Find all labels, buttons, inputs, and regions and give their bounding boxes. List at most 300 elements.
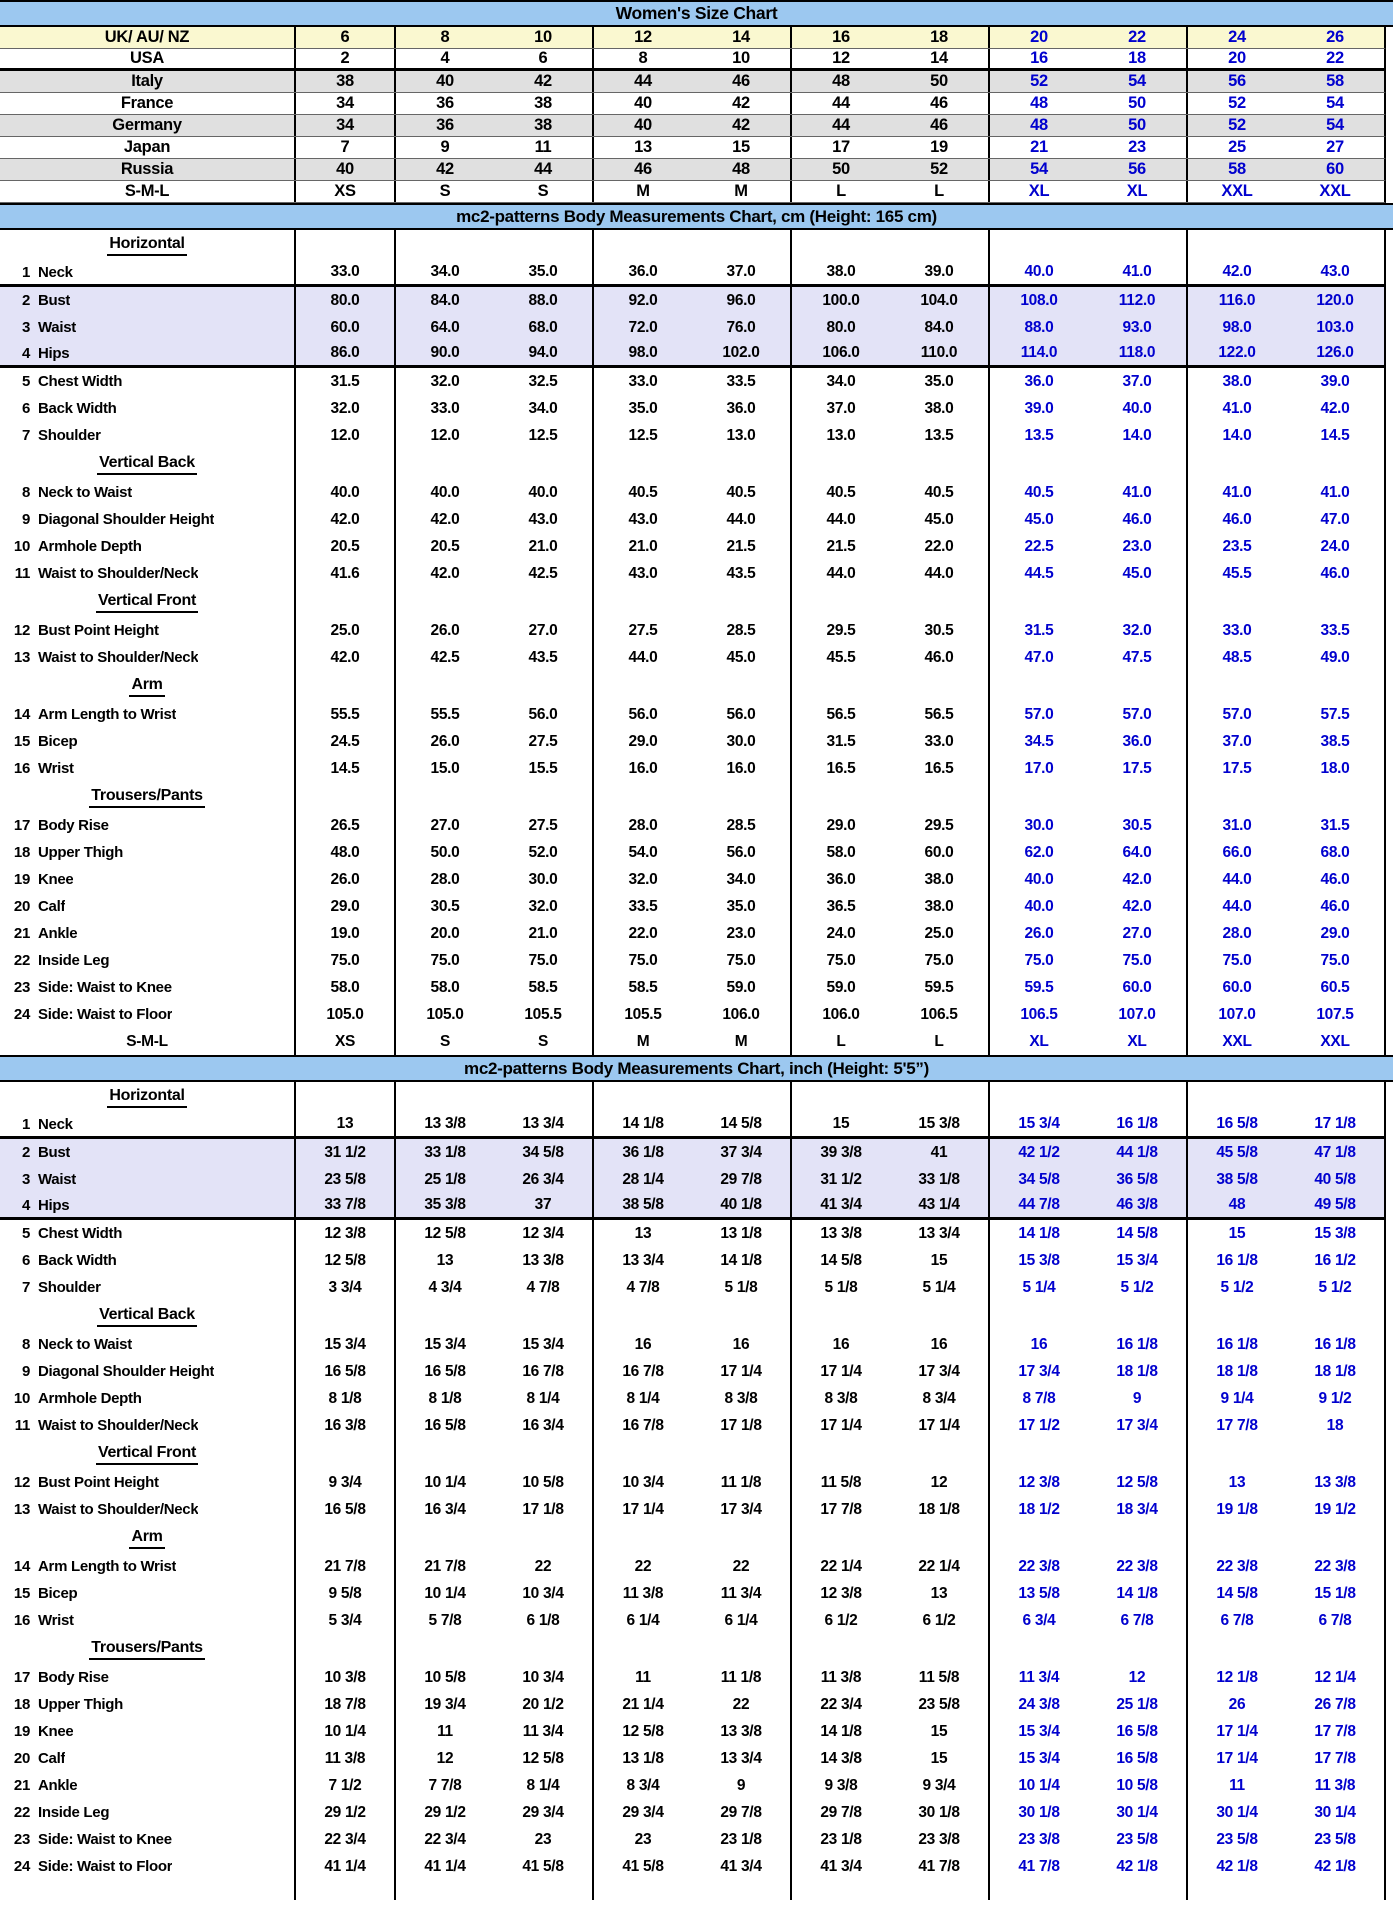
value-cell: 26 3/4 (494, 1166, 594, 1193)
empty-cell (990, 1439, 1088, 1469)
value-cell: 16 1/8 (1088, 1331, 1188, 1358)
value-cell: 60.5 (1320, 978, 1350, 996)
value-cell: 43 1/4 (890, 1193, 990, 1217)
row-label (0, 1553, 296, 1580)
value-cell: 5 3/4 (296, 1607, 396, 1634)
value-cell: 26.0 (430, 732, 460, 750)
value-cell: 33.5 (692, 368, 792, 395)
value-cell: 35.0 (890, 368, 990, 395)
measurement-row (0, 506, 1386, 533)
value-cell: 17 1/2 (1018, 1416, 1060, 1434)
row-number: 13 (13, 1501, 30, 1518)
value-cell: 68.0 (494, 314, 594, 341)
group-label-text: Horizontal (107, 1087, 186, 1108)
group-label-text: Arm (129, 676, 164, 697)
value-cell: 106.0 (822, 1005, 860, 1023)
row-label (0, 1607, 296, 1634)
value-cell: 22.0 (890, 533, 990, 560)
measurement-row (0, 341, 1386, 368)
value-cell: 23 3/8 (1018, 1830, 1060, 1848)
value-cell: 13.5 (890, 422, 990, 449)
value-cell: M (692, 1028, 792, 1055)
value-cell: 24.5 (296, 728, 396, 755)
value-cell: 41.0 (1088, 479, 1188, 506)
measurement-row (0, 701, 1386, 728)
value-cell: 24 3/8 (1018, 1695, 1060, 1713)
row-label-text: Inside Leg (38, 1804, 110, 1821)
value-cell: 9 (440, 138, 450, 156)
row-label (0, 893, 296, 920)
empty-cell (1088, 1439, 1188, 1469)
empty-cell (1286, 449, 1384, 479)
value-cell: 8 1/4 (626, 1389, 660, 1407)
value-cell: 76.0 (692, 314, 792, 341)
value-cell: 10 3/4 (622, 1473, 664, 1491)
value-cell: XXL (1222, 1032, 1252, 1050)
value-cell: 80.0 (826, 318, 856, 336)
value-cell: 105.5 (624, 1005, 662, 1023)
row-label-text: Waist to Shoulder/Neck (38, 1501, 199, 1518)
value-cell: 56.0 (692, 701, 792, 728)
value-cell: 57.0 (1222, 705, 1252, 723)
value-cell: 37 (494, 1193, 594, 1217)
value-cell: 48 (692, 159, 792, 180)
empty-cell (1088, 587, 1188, 617)
empty-cell (890, 230, 990, 260)
empty-cell (296, 671, 396, 701)
row-number: 19 (13, 1723, 30, 1740)
row-label (0, 1247, 296, 1274)
value-cell: 96.0 (692, 287, 792, 314)
value-cell: 13 1/8 (622, 1749, 664, 1767)
value-cell: 58.5 (628, 978, 658, 996)
value-cell: 50 (1088, 93, 1188, 114)
value-cell: 23 (494, 1826, 594, 1853)
value-cell: 5 1/8 (824, 1278, 858, 1296)
empty-cell (692, 1301, 792, 1331)
empty-cell (1188, 671, 1286, 701)
value-cell: 107.5 (1316, 1005, 1354, 1023)
row-label: Russia (0, 159, 296, 180)
row-number: 9 (21, 1363, 30, 1380)
value-cell: 18 1/8 (890, 1496, 990, 1523)
value-cell: 8 1/8 (428, 1389, 462, 1407)
value-cell: 7 1/2 (296, 1772, 396, 1799)
empty-cell (396, 1439, 494, 1469)
value-cell: 30.5 (1088, 812, 1188, 839)
value-cell: 18 1/8 (1216, 1362, 1258, 1380)
row-number: 8 (21, 1336, 30, 1353)
value-cell: 42 (436, 160, 454, 178)
row-label (0, 1166, 296, 1193)
value-cell: 42.5 (430, 648, 460, 666)
value-cell: 42 (494, 71, 594, 92)
value-cell: 16.0 (692, 755, 792, 782)
value-cell: 22 (634, 1557, 652, 1575)
value-cell: L (890, 1028, 990, 1055)
value-cell: 42.5 (494, 560, 594, 587)
group-label-text: Vertical Back (97, 454, 197, 475)
row-label (0, 1772, 296, 1799)
value-cell: 32.0 (430, 372, 460, 390)
empty-cell (494, 1301, 594, 1331)
value-cell: 13 (436, 1251, 454, 1269)
value-cell: 5 1/4 (890, 1274, 990, 1301)
section-header-text: mc2-patterns Body Measurements Chart, inch (Height: 5'5”) (464, 1058, 929, 1078)
value-cell: 5 1/8 (692, 1274, 792, 1301)
value-cell: 22 3/8 (1088, 1553, 1188, 1580)
value-cell: 57.0 (1088, 701, 1188, 728)
empty-cell (1286, 1301, 1384, 1331)
value-cell: 18 3/4 (1088, 1496, 1188, 1523)
value-cell: 46.0 (1320, 564, 1350, 582)
row-number: 19 (13, 871, 30, 888)
value-cell: 40 (436, 72, 454, 90)
value-cell: 54.0 (628, 843, 658, 861)
value-cell: 33.0 (296, 260, 396, 284)
row-number: 2 (21, 292, 30, 309)
value-cell: 25 1/8 (1088, 1691, 1188, 1718)
row-number: 11 (14, 565, 30, 582)
value-cell: 41 1/4 (424, 1857, 466, 1875)
value-cell: 31.5 (1024, 621, 1054, 639)
empty-cell (990, 671, 1088, 701)
empty-cell (990, 1880, 1088, 1900)
value-cell: 43.0 (1320, 263, 1350, 280)
value-cell: 105.0 (296, 1001, 396, 1028)
row-label-text: Diagonal Shoulder Height (38, 511, 215, 528)
value-cell: 23 5/8 (1216, 1830, 1258, 1848)
empty-row (0, 1880, 1386, 1900)
row-label (0, 701, 296, 728)
value-cell: 98.0 (628, 344, 658, 361)
chart-title (0, 0, 1393, 27)
empty-cell (494, 230, 594, 260)
measurement-row (0, 1469, 1386, 1496)
value-cell: 42 1/8 (1314, 1857, 1356, 1875)
empty-cell (692, 587, 792, 617)
group-row (0, 1301, 1386, 1331)
value-cell: 40.5 (890, 479, 990, 506)
value-cell: 14 (890, 49, 990, 68)
value-cell: 40 (634, 116, 652, 134)
value-cell: 42 1/2 (1018, 1143, 1060, 1161)
value-cell: 30.0 (692, 728, 792, 755)
value-cell: 29 7/8 (692, 1799, 792, 1826)
measurement-row (0, 1580, 1386, 1607)
value-cell: 17.0 (1024, 759, 1054, 777)
value-cell: 104.0 (890, 287, 990, 314)
empty-cell (396, 1082, 494, 1112)
value-cell: 23 5/8 (1314, 1830, 1356, 1848)
row-number: 10 (13, 1390, 30, 1407)
value-cell: 21 (1030, 138, 1048, 156)
empty-cell (692, 671, 792, 701)
value-cell: 94.0 (494, 341, 594, 365)
empty-cell (594, 1301, 692, 1331)
value-cell: 29 7/8 (692, 1166, 792, 1193)
value-cell: 15 (890, 1718, 990, 1745)
empty-cell (594, 1880, 692, 1900)
value-cell: 122.0 (1218, 344, 1256, 361)
empty-cell (594, 449, 692, 479)
value-cell: 41.0 (1088, 260, 1188, 284)
value-cell: 43.0 (494, 506, 594, 533)
measurement-row (0, 1496, 1386, 1523)
value-cell: 13 (296, 1112, 396, 1136)
row-label-text: Side: Waist to Floor (38, 1858, 173, 1875)
value-cell: 6 7/8 (1318, 1611, 1352, 1629)
value-cell: 15 3/4 (424, 1335, 466, 1353)
value-cell: 64.0 (430, 318, 460, 336)
group-label (0, 1439, 296, 1469)
value-cell: 4 (440, 49, 450, 67)
value-cell: 18 1/8 (1088, 1358, 1188, 1385)
value-cell: 110.0 (890, 341, 990, 365)
measurement-row (0, 1607, 1386, 1634)
group-label (0, 1301, 296, 1331)
value-cell: 16 5/8 (424, 1416, 466, 1434)
value-cell: 10 1/4 (424, 1584, 466, 1602)
value-cell: 12 (634, 28, 652, 46)
value-cell: 11 3/4 (692, 1580, 792, 1607)
empty-cell (1188, 587, 1286, 617)
value-cell: 38 5/8 (622, 1196, 664, 1213)
value-cell: 6 1/8 (494, 1607, 594, 1634)
row-number: 6 (21, 400, 30, 417)
value-cell: 22 1/4 (820, 1557, 862, 1575)
value-cell: 31.0 (1222, 816, 1252, 834)
row-label-text: Armhole Depth (38, 1390, 142, 1407)
value-cell: 22 3/8 (1018, 1557, 1060, 1575)
empty-cell (494, 1523, 594, 1553)
value-cell: 34 (296, 115, 396, 136)
value-cell: 42 1/8 (1088, 1853, 1188, 1880)
value-cell: 38.0 (890, 866, 990, 893)
measurement-row (0, 368, 1386, 395)
row-number: 13 (13, 649, 30, 666)
value-cell: 126.0 (1316, 344, 1354, 361)
value-cell: 48 (1228, 1196, 1246, 1213)
value-cell: 46 3/8 (1088, 1193, 1188, 1217)
empty-cell (494, 449, 594, 479)
value-cell: 14 1/8 (622, 1115, 664, 1132)
value-cell: 16 1/2 (1314, 1251, 1356, 1269)
value-cell: 49.0 (1320, 648, 1350, 666)
value-cell: 17 3/4 (692, 1496, 792, 1523)
empty-cell (792, 449, 890, 479)
empty-cell (494, 1880, 594, 1900)
value-cell: 59.5 (890, 974, 990, 1001)
value-cell: 5 1/2 (1318, 1278, 1352, 1296)
row-label (0, 260, 296, 284)
value-cell: 15 (692, 137, 792, 158)
value-cell: 25.0 (296, 617, 396, 644)
value-cell: 38.0 (890, 893, 990, 920)
measurement-row (0, 1664, 1386, 1691)
value-cell: 22 3/4 (820, 1695, 862, 1713)
row-label-text: Side: Waist to Knee (38, 1831, 172, 1848)
value-cell: 12 5/8 (424, 1224, 466, 1242)
empty-cell (1286, 1082, 1384, 1112)
row-label (0, 1718, 296, 1745)
value-cell: 17 1/8 (494, 1496, 594, 1523)
row-label-text: Knee (38, 871, 74, 888)
empty-cell (990, 587, 1088, 617)
value-cell: 56 (1228, 72, 1246, 90)
value-cell: 106.0 (822, 344, 860, 361)
value-cell: 14.5 (296, 755, 396, 782)
value-cell: 11 3/8 (296, 1745, 396, 1772)
value-cell: L (836, 1032, 846, 1050)
row-label (0, 1664, 296, 1691)
empty-cell (396, 671, 494, 701)
size-conversion-row (0, 93, 1386, 115)
value-cell: 17 1/4 (622, 1500, 664, 1518)
value-cell: 40.0 (1024, 870, 1054, 888)
value-cell: 52.0 (494, 839, 594, 866)
value-cell: 23.0 (692, 920, 792, 947)
row-label-text: Body Rise (38, 817, 109, 834)
value-cell: 18 (1088, 49, 1188, 68)
size-conversion-row (0, 159, 1386, 181)
value-cell: 46.0 (1320, 870, 1350, 888)
value-cell: 34.0 (826, 372, 856, 390)
value-cell: 49 5/8 (1314, 1196, 1356, 1213)
group-label-text: Vertical Front (96, 592, 198, 613)
value-cell: 40.5 (826, 483, 856, 501)
row-label: USA (0, 49, 296, 68)
value-cell: 26 7/8 (1314, 1695, 1356, 1713)
value-cell: 23 (1088, 137, 1188, 158)
value-cell: 42.0 (1222, 263, 1252, 280)
empty-cell (1286, 782, 1384, 812)
row-number: 20 (13, 898, 30, 915)
empty-cell (396, 1301, 494, 1331)
value-cell: 42 (692, 93, 792, 114)
measurement-row (0, 866, 1386, 893)
value-cell: 20.5 (430, 537, 460, 555)
row-label (0, 1799, 296, 1826)
value-cell: 5 1/2 (1220, 1278, 1254, 1296)
value-cell: 24.0 (1320, 537, 1350, 555)
row-label (0, 314, 296, 341)
measurement-row (0, 1358, 1386, 1385)
value-cell: 15 3/4 (1018, 1722, 1060, 1740)
row-label-text: Bust (38, 292, 71, 309)
value-cell: 8 3/4 (626, 1776, 660, 1794)
row-number: 24 (13, 1858, 30, 1875)
row-number: 18 (13, 844, 30, 861)
value-cell: 36.0 (1088, 728, 1188, 755)
empty-cell (792, 671, 890, 701)
value-cell: 18 7/8 (296, 1691, 396, 1718)
value-cell: 46.0 (890, 644, 990, 671)
value-cell: 13 (1228, 1473, 1246, 1491)
value-cell: 31.5 (1320, 816, 1350, 834)
value-cell: XXL (1221, 182, 1253, 200)
row-label: Germany (0, 115, 296, 136)
value-cell: 29.5 (890, 812, 990, 839)
value-cell: 108.0 (1020, 291, 1058, 309)
value-cell: 44 (832, 94, 850, 112)
empty-cell (792, 587, 890, 617)
row-label-text: Wrist (38, 760, 74, 777)
group-label-text: Trousers/Pants (89, 787, 204, 808)
row-label-text: Waist (38, 319, 76, 336)
measurement-row (0, 812, 1386, 839)
empty-cell (1188, 1439, 1286, 1469)
value-cell: 9 1/2 (1318, 1389, 1352, 1407)
group-row (0, 1523, 1386, 1553)
value-cell: 15.5 (494, 755, 594, 782)
measurement-row (0, 1412, 1386, 1439)
value-cell: XS (296, 181, 396, 202)
row-number: 3 (21, 1171, 30, 1188)
empty-cell (1188, 1301, 1286, 1331)
value-cell: 34.5 (1024, 732, 1054, 750)
value-cell: 22 3/4 (424, 1830, 466, 1848)
row-label: UK/ AU/ NZ (0, 27, 296, 48)
value-cell: 13.0 (826, 426, 856, 444)
value-cell: 47.0 (1024, 648, 1054, 666)
value-cell: 44 (634, 72, 652, 90)
value-cell: 44 (832, 116, 850, 134)
section-header (0, 1055, 1393, 1082)
value-cell: 58.0 (430, 978, 460, 996)
value-cell: 16 (890, 1331, 990, 1358)
value-cell: 17 1/8 (692, 1412, 792, 1439)
row-label-text: Calf (38, 898, 66, 915)
value-cell: 9 5/8 (296, 1580, 396, 1607)
value-cell: 28.0 (430, 870, 460, 888)
empty-cell (396, 587, 494, 617)
value-cell: 17 3/4 (890, 1358, 990, 1385)
value-cell: 58 (1228, 160, 1246, 178)
value-cell: 13 3/8 (1314, 1473, 1356, 1491)
value-cell: M (692, 181, 792, 202)
value-cell: 75.0 (826, 951, 856, 969)
row-number: 14 (13, 706, 30, 723)
value-cell: 37.0 (692, 260, 792, 284)
row-label-text: Diagonal Shoulder Height (38, 1363, 215, 1380)
value-cell: 41 5/8 (494, 1853, 594, 1880)
value-cell: 20.5 (296, 533, 396, 560)
value-cell: 88.0 (1024, 318, 1054, 336)
measurement-row (0, 1166, 1386, 1193)
row-number: 5 (21, 373, 30, 390)
empty-cell (494, 1082, 594, 1112)
value-cell: 13 1/8 (692, 1220, 792, 1247)
empty-cell (990, 1634, 1088, 1664)
row-number: 7 (21, 1279, 30, 1296)
row-label-text: Bust Point Height (38, 1474, 159, 1491)
value-cell: 41.0 (1320, 483, 1350, 501)
empty-cell (1286, 1880, 1384, 1900)
group-row (0, 782, 1386, 812)
value-cell: 45 5/8 (1216, 1143, 1258, 1161)
value-cell: 46 (890, 115, 990, 136)
value-cell: 15 (832, 1115, 850, 1132)
measurement-row (0, 920, 1386, 947)
value-cell: 58.5 (494, 974, 594, 1001)
value-cell: 15 1/8 (1314, 1584, 1356, 1602)
value-cell: 15 (1228, 1224, 1246, 1242)
value-cell: 102.0 (692, 341, 792, 365)
value-cell: 18.0 (1320, 759, 1350, 777)
empty-cell (890, 1082, 990, 1112)
group-label (0, 587, 296, 617)
